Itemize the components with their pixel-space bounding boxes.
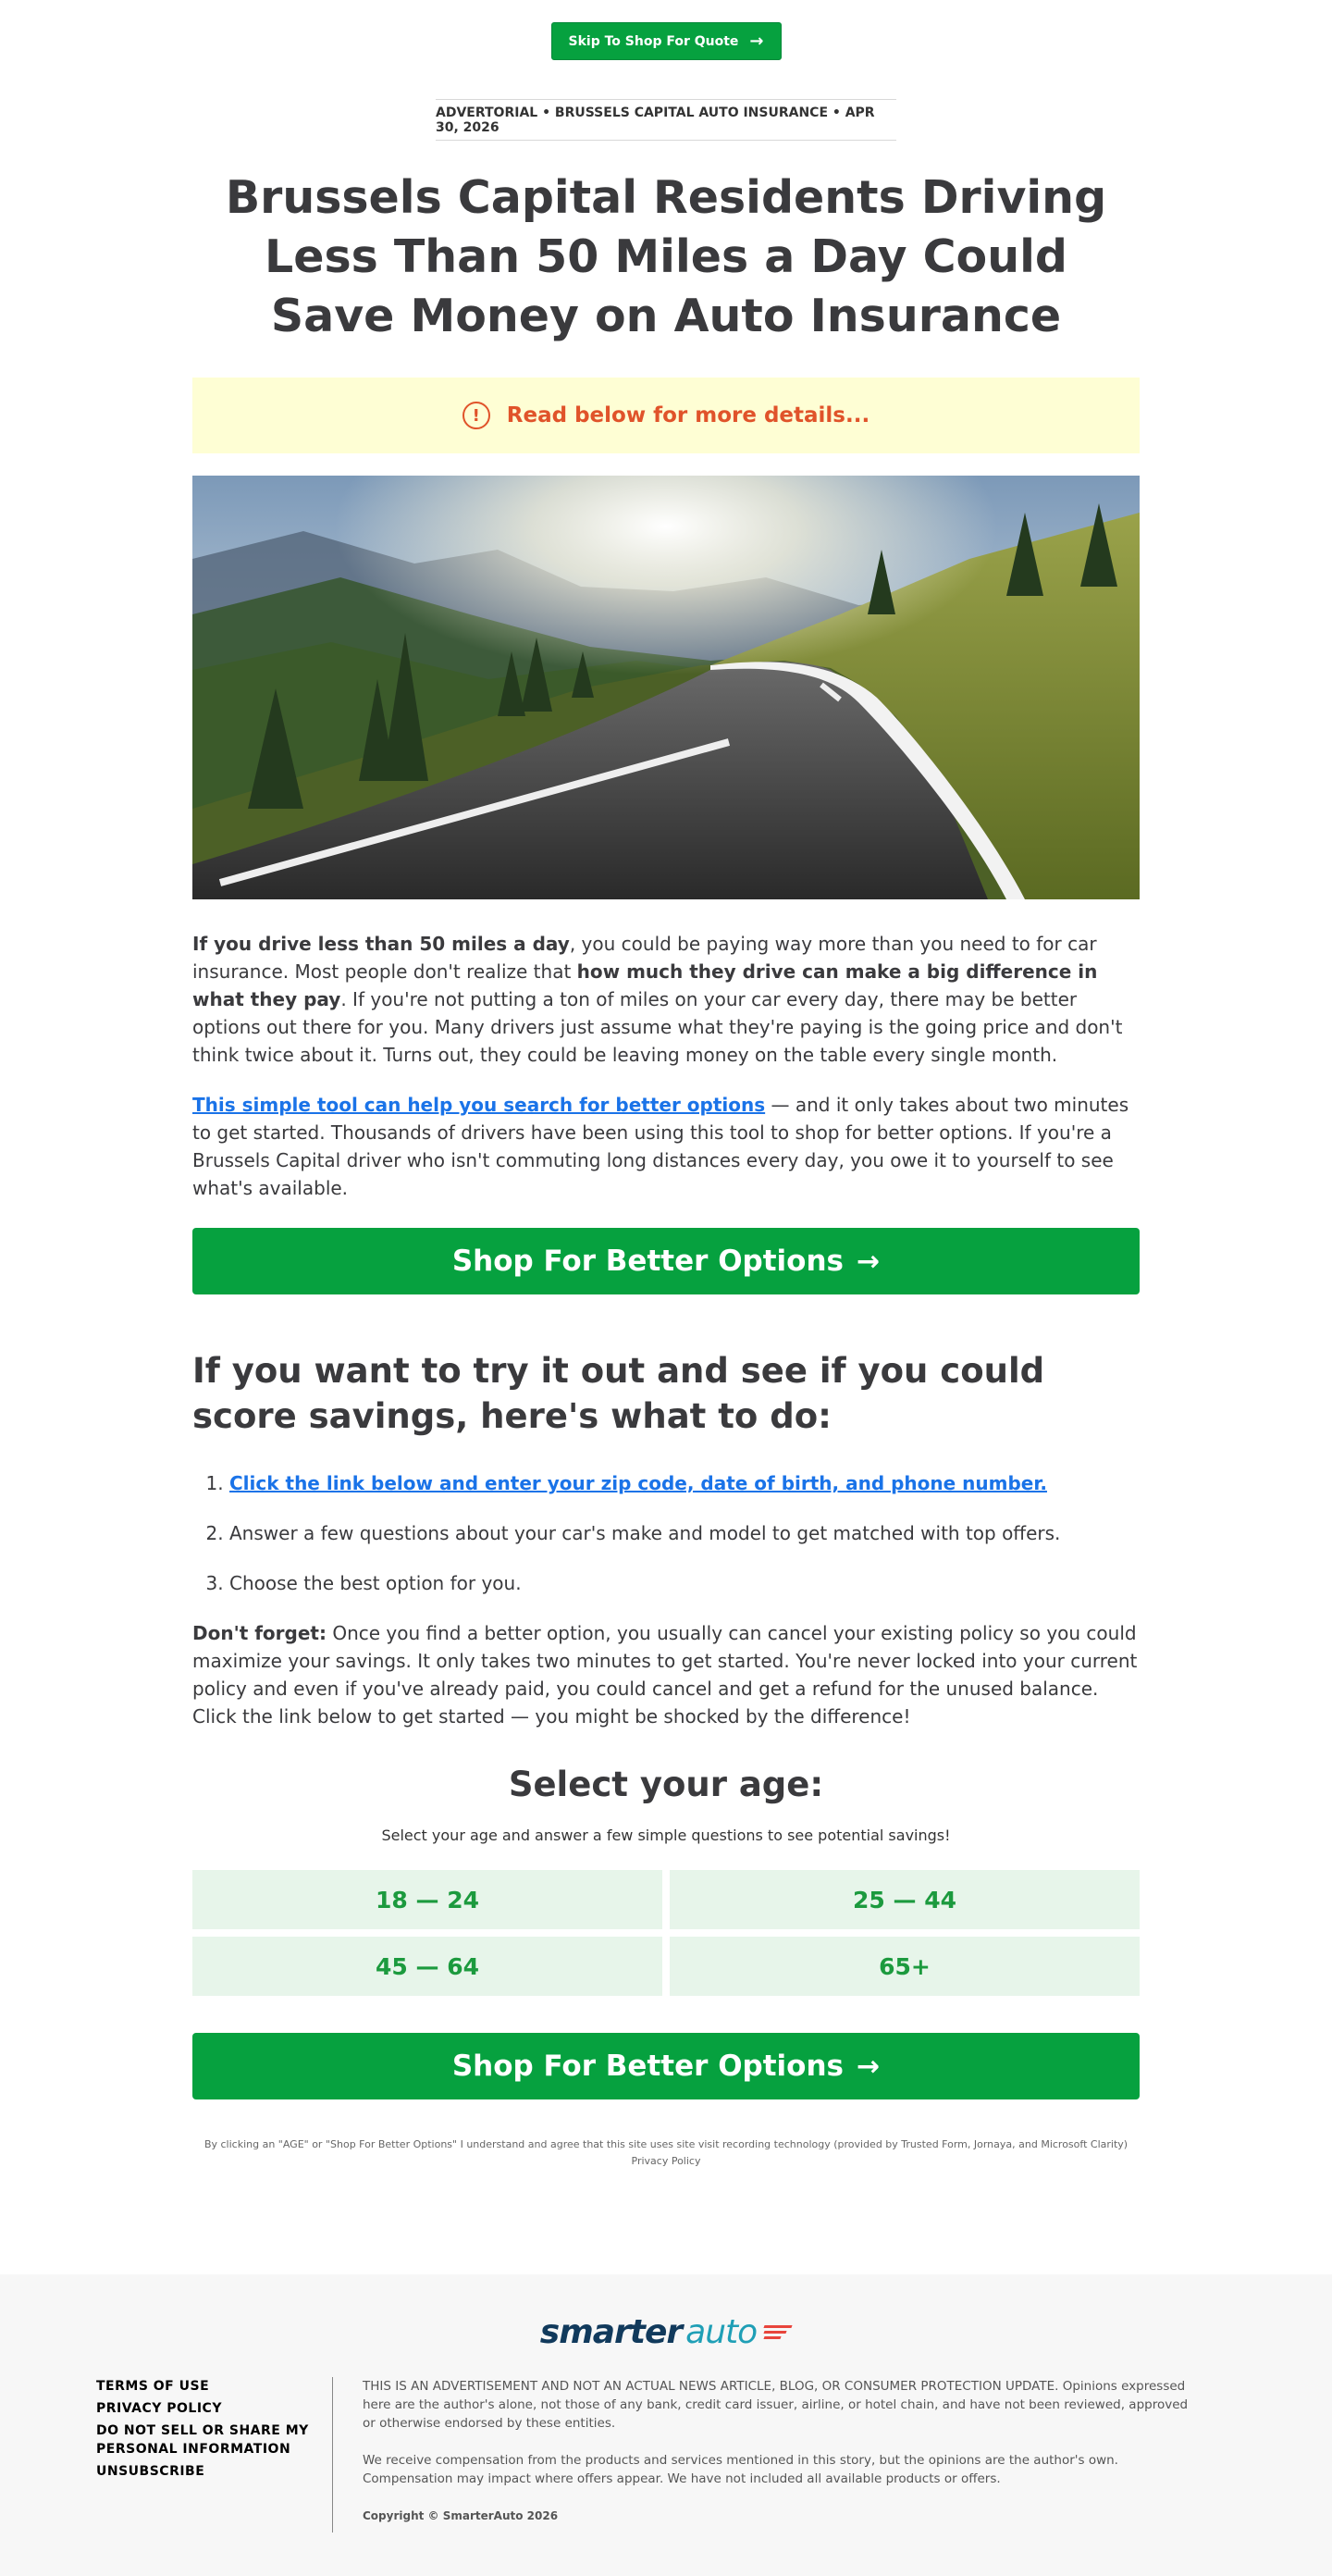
step-1-link[interactable]: Click the link below and enter your zip code, date of birth, and phone number. xyxy=(229,1472,1047,1494)
shop-button-label: Shop For Better Options xyxy=(451,1245,845,1278)
step-item: 2. Answer a few questions about your car's make and model to get matched with top offers. xyxy=(229,1519,1140,1547)
unsubscribe-link[interactable]: UNSUBSCRIBE xyxy=(96,2464,205,2479)
details-callout xyxy=(192,378,1140,453)
do-not-sell-link[interactable]: DO NOT SELL OR SHARE MY PERSONAL INFORMATION xyxy=(96,2423,309,2457)
intro-bold-mid: how much they drive can make a big difference in what they pay xyxy=(192,960,1098,1010)
arrow-right-icon: → xyxy=(749,31,764,51)
intro-text-b: . If you're not putting a ton of miles on your car every day, there may be better options out there for you. Many drivers just assume what they're paying is the going price and don't think twice about it. Turns out, they could be leaving money on the table every single month. xyxy=(192,988,1123,1066)
arrow-right-icon: → xyxy=(857,1245,881,1278)
skip-wrap xyxy=(0,0,1332,60)
instructions-section xyxy=(192,1348,1140,1844)
age-option-25-44[interactable]: 25 — 44 xyxy=(670,1870,1140,1929)
mountain-road-illustration xyxy=(192,476,1140,899)
privacy-policy-link[interactable]: PRIVACY POLICY xyxy=(96,2401,222,2416)
step-item: 3. Choose the best option for you. xyxy=(229,1569,1140,1597)
instructions-heading: If you want to try it out and see if you could score savings, here's what to do: xyxy=(192,1351,1045,1436)
tool-paragraph xyxy=(192,1091,1140,1202)
age-option-18-24[interactable]: 18 — 24 xyxy=(192,1870,662,1929)
tool-paragraph-text: — and it only takes about two minutes to get started. Thousands of drivers have been using this tool to shop for better options. If you're a Brussels Capital driver who isn't commuting long distances every day, you owe it to yourself to see what's available. xyxy=(192,1094,1129,1199)
shop-button-label: Shop For Better Options xyxy=(451,2050,845,2083)
simple-tool-link[interactable]: This simple tool can help you search for better options xyxy=(192,1094,766,1116)
article-body xyxy=(192,930,1140,1202)
age-options-grid xyxy=(192,1870,1140,1996)
arrow-right-icon: → xyxy=(857,2050,881,2083)
alert-circle-icon: ! xyxy=(462,402,490,429)
skip-to-quote-button[interactable] xyxy=(551,22,782,60)
site-footer xyxy=(0,2274,1332,2576)
age-option-45-64[interactable]: 45 — 64 xyxy=(192,1937,662,1996)
steps-list xyxy=(192,1469,1140,1597)
smarterauto-logo xyxy=(0,2313,1332,2351)
page-title: Brussels Capital Residents Driving Less Than 50 Miles a Day Could Save Money on Auto Insurance xyxy=(225,171,1107,342)
dont-forget-label: Don't forget: xyxy=(192,1622,327,1644)
speed-lines-icon xyxy=(764,2325,792,2339)
step-item xyxy=(229,1469,1140,1497)
footer-nav xyxy=(96,2377,333,2533)
age-option-65-plus[interactable]: 65+ xyxy=(670,1937,1140,1996)
dont-forget-paragraph xyxy=(192,1619,1140,1730)
intro-text-a: , you could be paying way more than you need to for car insurance. Most people don't realize that xyxy=(192,933,1097,983)
advertisement-notice: THIS IS AN ADVERTISEMENT AND NOT AN ACTUAL NEWS ARTICLE, BLOG, OR CONSUMER PROTECTION UPDATE. Opinions expressed here are the author's alone, not those of any bank, credit card issuer, airline, or hotel chain, and have not been reviewed, approved or otherwise endorsed by these entities. xyxy=(363,2379,1189,2431)
footer-columns xyxy=(96,2377,1332,2533)
shop-better-options-button-bottom[interactable] xyxy=(192,2033,1140,2099)
intro-paragraph xyxy=(192,930,1140,1069)
age-subtitle: Select your age and answer a few simple questions to see potential savings! xyxy=(381,1827,951,1844)
terms-of-use-link[interactable]: TERMS OF USE xyxy=(96,2379,210,2394)
article-meta xyxy=(436,99,896,141)
copyright: Copyright © SmarterAuto 2026 xyxy=(363,2509,559,2522)
compensation-notice: We receive compensation from the products and services mentioned in this story, but the opinions are the author's own. Compensation may impact where offers appear. We have not included all available products or offers. xyxy=(363,2453,1118,2486)
skip-button-label: Skip To Shop For Quote xyxy=(568,33,739,49)
callout-text: Read below for more details... xyxy=(506,403,870,427)
footer-legal xyxy=(333,2377,1202,2533)
logo-text-auto: auto xyxy=(685,2313,758,2351)
shop-better-options-button[interactable] xyxy=(192,1228,1140,1294)
hero-image xyxy=(192,476,1140,899)
consent-disclaimer: By clicking an "AGE" or "Shop For Better Options" I understand and agree that this site uses site visit recording technology (provided by Trusted Form, Jornaya, and Microsoft Clarity) Privacy Policy xyxy=(204,2138,1128,2167)
logo-text-smarter: smarter xyxy=(539,2313,683,2351)
article-meta-text: ADVERTORIAL • BRUSSELS CAPITAL AUTO INSURANCE • APR 30, 2026 xyxy=(436,105,875,135)
intro-bold-lead: If you drive less than 50 miles a day xyxy=(192,933,570,955)
dont-forget-text: Once you find a better option, you usually can cancel your existing policy so you could maximize your savings. It only takes two minutes to get started. You're never locked into your current policy and even if you've already paid, you could cancel and get a refund for the unused balance. Click the link below to get started — you might be shocked by the difference! xyxy=(192,1622,1138,1728)
age-heading: Select your age: xyxy=(508,1765,824,1804)
